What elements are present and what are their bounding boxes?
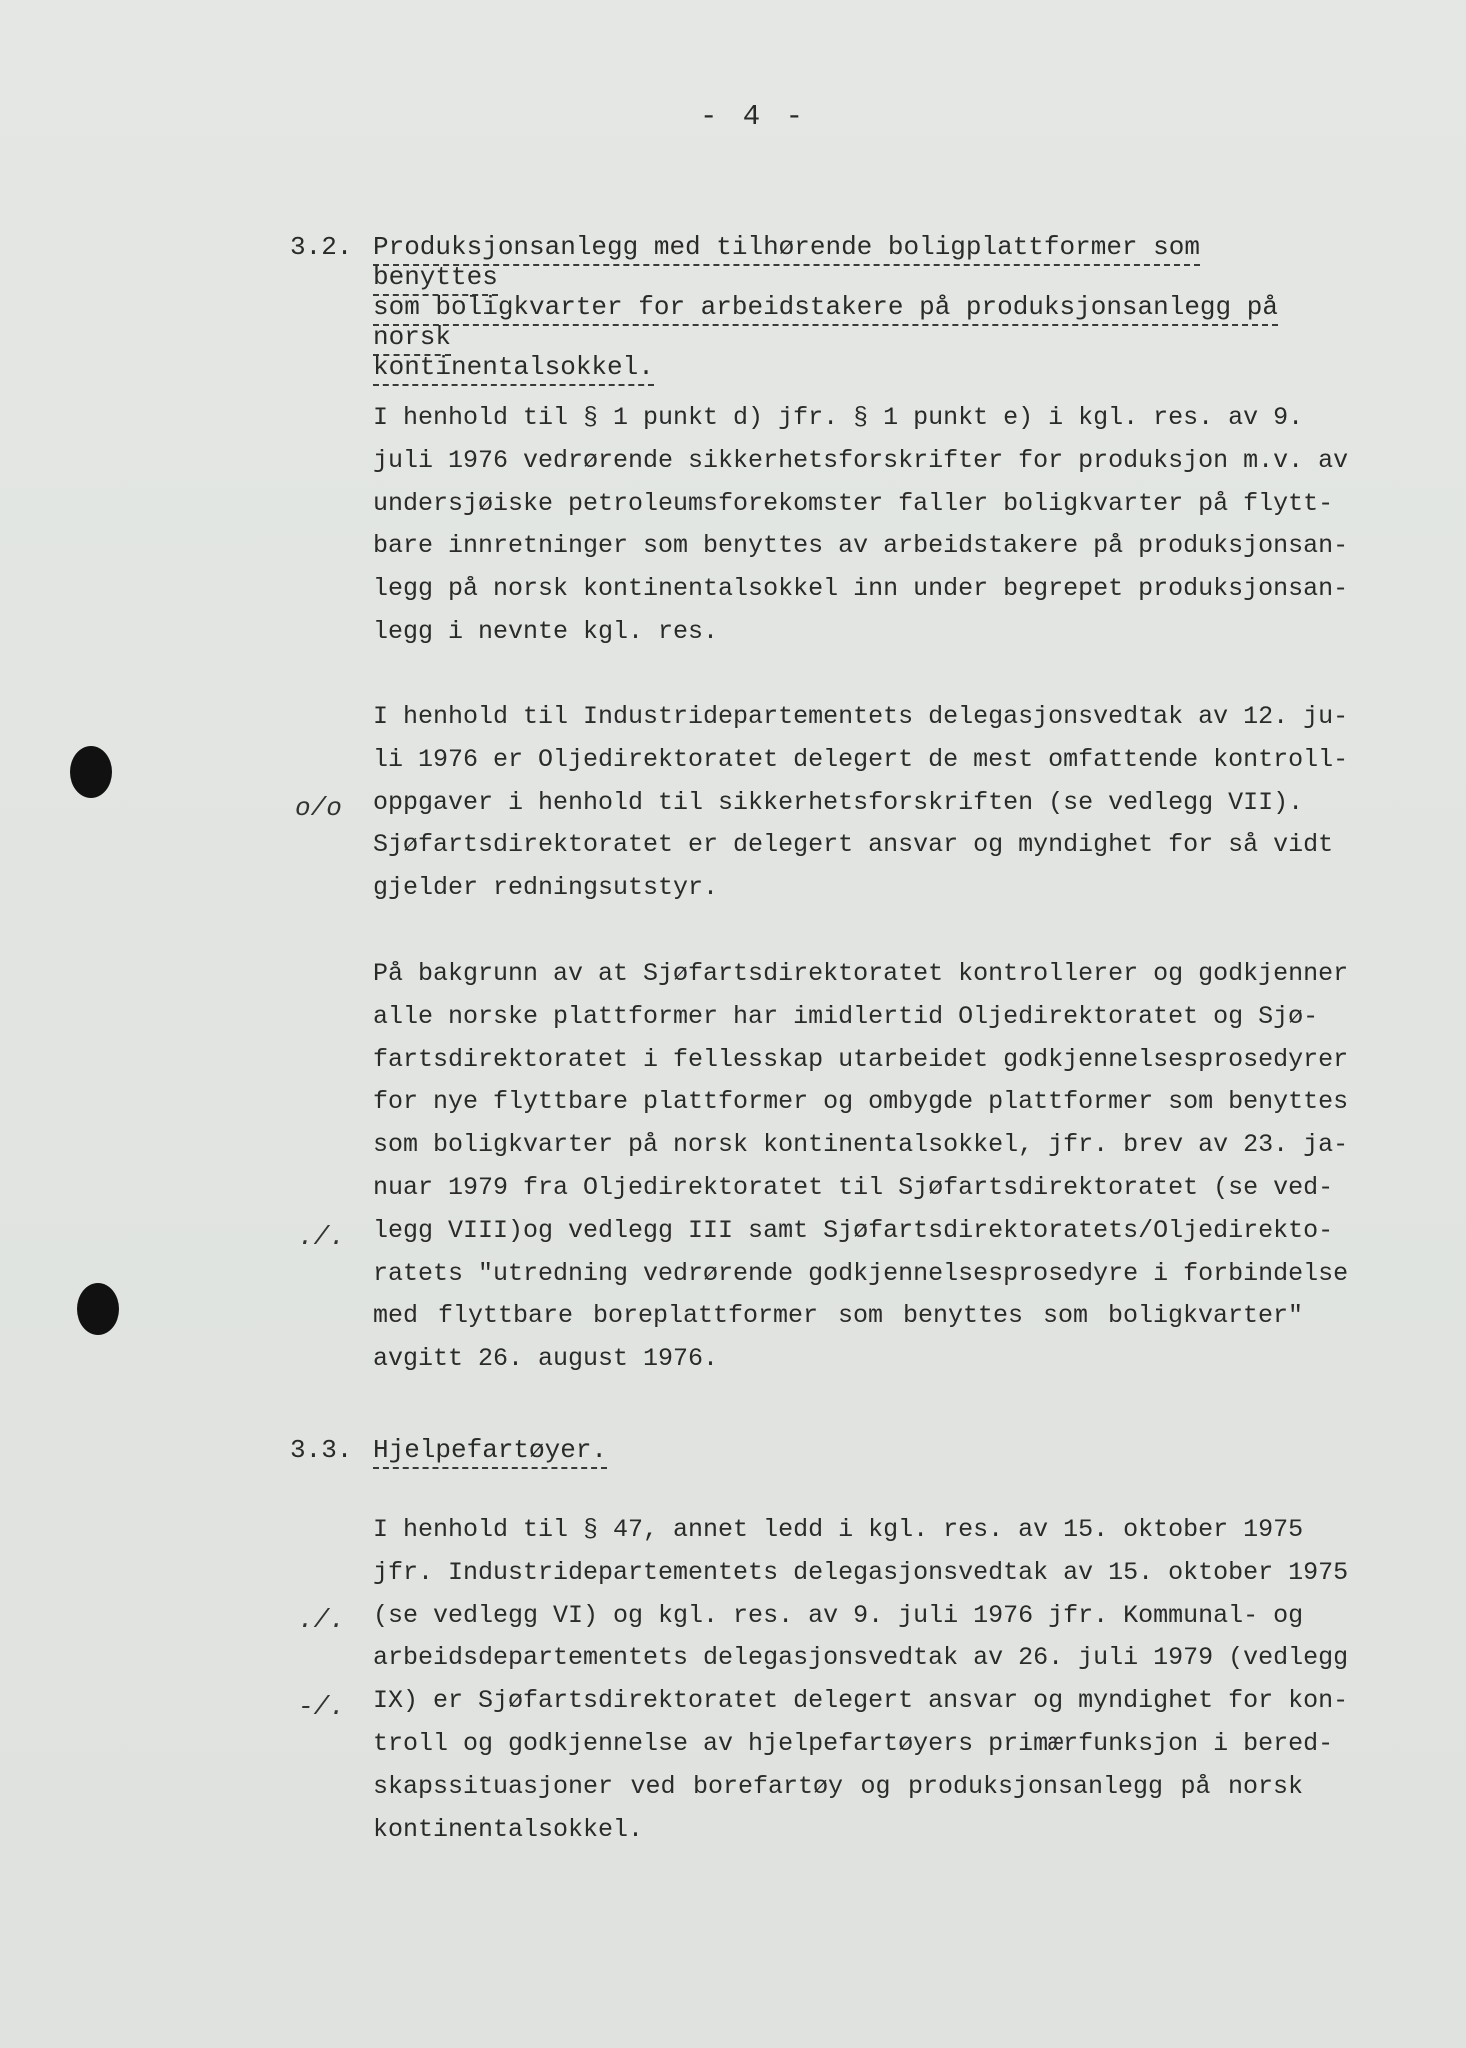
text-line: nuar 1979 fra Oljedirektoratet til Sjøfartsdirektoratet (se ved- (373, 1172, 1334, 1202)
section-title (373, 232, 1303, 382)
punch-hole (70, 746, 112, 798)
section-title-line: Hjelpefartøyer. (373, 1435, 607, 1469)
text-line: legg VIII)og vedlegg III samt Sjøfartsdirektoratets/Oljedirekto- (373, 1215, 1334, 1245)
text-line: med flyttbare boreplattformer som benyttes som boligkvarter" (373, 1301, 1303, 1331)
text-line: oppgaver i henhold til sikkerhetsforskriften (se vedlegg VII). (373, 787, 1304, 817)
text-line: troll og godkjennelse av hjelpefartøyers primærfunksjon i bered- (373, 1728, 1334, 1758)
text-line: legg i nevnte kgl. res. (373, 616, 719, 646)
margin-mark: -/. (298, 1692, 345, 1722)
paragraph (373, 696, 1349, 910)
text-line: legg på norsk kontinentalsokkel inn under begrepet produksjonsan- (373, 574, 1349, 604)
text-line: jfr. Industridepartementets delegasjonsvedtak av 15. oktober 1975 (373, 1557, 1349, 1587)
text-line: bare innretninger som benyttes av arbeidstakere på produksjonsan- (373, 531, 1349, 561)
text-line: for nye flyttbare plattformer og ombygde plattformer som benyttes (373, 1087, 1349, 1117)
text-line: På bakgrunn av at Sjøfartsdirektoratet kontrollerer og godkjenner (373, 959, 1349, 988)
text-line: kontinentalsokkel. (373, 1814, 644, 1844)
text-line: (se vedlegg VI) og kgl. res. av 9. juli 1976 jfr. Kommunal- og (373, 1600, 1304, 1630)
section-number: 3.2. (290, 232, 353, 262)
text-line: arbeidsdepartementets delegasjonsvedtak av 26. juli 1979 (vedlegg (373, 1643, 1349, 1673)
paragraph (373, 397, 1349, 654)
punch-hole (77, 1283, 119, 1335)
paragraph (373, 953, 1349, 1381)
text-line: Sjøfartsdirektoratet er delegert ansvar og myndighet for så vidt (373, 830, 1334, 860)
text-line: ratets "utredning vedrørende godkjennelsesprosedyre i forbindelse (373, 1258, 1349, 1288)
text-line: I henhold til § 1 punkt d) jfr. § 1 punkt e) i kgl. res. av 9. (373, 403, 1304, 432)
section-title-line: kontinentalsokkel. (373, 352, 654, 386)
margin-mark: o/o (295, 793, 342, 823)
text-line: som boligkvarter på norsk kontinentalsokkel, jfr. brev av 23. ja- (373, 1130, 1349, 1160)
text-line: juli 1976 vedrørende sikkerhetsforskrifter for produksjon m.v. av (373, 445, 1349, 475)
text-line: avgitt 26. august 1976. (373, 1344, 719, 1374)
page-number: - 4 - (700, 100, 808, 133)
text-line: I henhold til § 47, annet ledd i kgl. res. av 15. oktober 1975 (373, 1515, 1304, 1544)
margin-mark: ./. (298, 1222, 345, 1252)
text-line: li 1976 er Oljedirektoratet delegert de mest omfattende kontroll- (373, 744, 1349, 774)
text-line: skapssituasjoner ved borefartøy og produksjonsanlegg på norsk (373, 1771, 1303, 1801)
section-title-line: Produksjonsanlegg med tilhørende boligplattformer som benyttes (373, 232, 1200, 296)
text-line: undersjøiske petroleumsforekomster faller boligkvarter på flytt- (373, 488, 1334, 518)
paragraph (373, 1509, 1349, 1851)
text-line: IX) er Sjøfartsdirektoratet delegert ansvar og myndighet for kon- (373, 1686, 1349, 1716)
text-line: gjelder redningsutstyr. (373, 873, 719, 903)
section-title (373, 1435, 1303, 1465)
text-line: alle norske plattformer har imidlertid Oljedirektoratet og Sjø- (373, 1001, 1319, 1031)
text-line: fartsdirektoratet i fellesskap utarbeidet godkjennelsesprosedyrer (373, 1044, 1349, 1074)
section-number: 3.3. (290, 1435, 353, 1465)
margin-mark: ./. (298, 1605, 345, 1635)
section-title-line: som boligkvarter for arbeidstakere på produksjonsanlegg på norsk (373, 292, 1278, 356)
text-line: I henhold til Industridepartementets delegasjonsvedtak av 12. ju- (373, 702, 1349, 731)
